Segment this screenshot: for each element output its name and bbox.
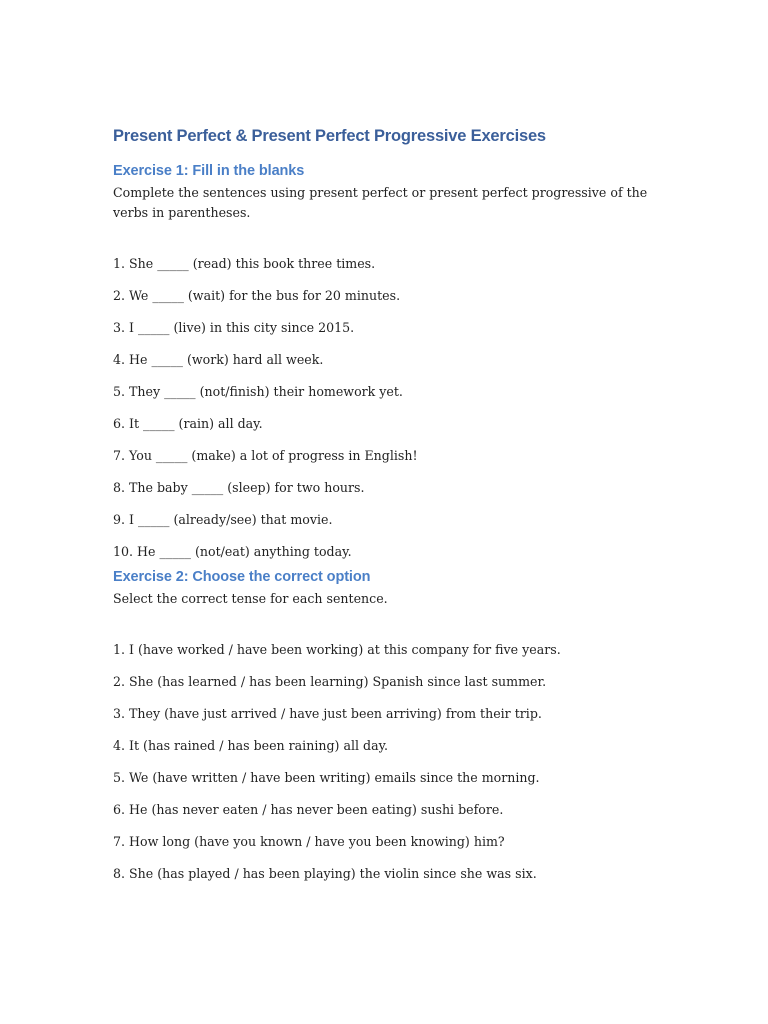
exercise-2-item: 5. We (have written / have been writing) emails since the morning. <box>113 770 540 785</box>
exercise-2-item: 6. He (has never eaten / has never been eating) sushi before. <box>113 802 504 817</box>
document-content <box>113 124 658 897</box>
exercise-2-item: 3. They (have just arrived / have just been arriving) from their trip. <box>113 706 542 721</box>
exercise-1-item: 7. You _____ (make) a lot of progress in English! <box>113 448 418 463</box>
document-title: Present Perfect & Present Perfect Progressive Exercises <box>113 127 546 145</box>
exercise-1-item: 10. He _____ (not/eat) anything today. <box>113 544 352 559</box>
exercise-1-list <box>113 255 658 575</box>
exercise-1-item: 3. I _____ (live) in this city since 2015. <box>113 320 355 335</box>
exercise-1-item: 5. They _____ (not/finish) their homework yet. <box>113 384 403 399</box>
exercise-1-instructions: Complete the sentences using present perfect or present perfect progressive of the verbs in parentheses. <box>113 185 648 220</box>
exercise-1-heading: Exercise 1: Fill in the blanks <box>113 163 305 179</box>
exercise-2-instructions: Select the correct tense for each sentence. <box>113 591 388 606</box>
exercise-1-item: 1. She _____ (read) this book three times. <box>113 256 376 271</box>
exercise-2-item: 2. She (has learned / has been learning) Spanish since last summer. <box>113 674 547 689</box>
exercise-2-item: 8. She (has played / has been playing) the violin since she was six. <box>113 866 537 881</box>
exercise-2-heading: Exercise 2: Choose the correct option <box>113 569 371 585</box>
exercise-2-item: 4. It (has rained / has been raining) all day. <box>113 738 389 753</box>
exercise-2-item: 7. How long (have you known / have you been knowing) him? <box>113 834 505 849</box>
exercise-2-list <box>113 641 658 897</box>
exercise-1-item: 8. The baby _____ (sleep) for two hours. <box>113 480 365 495</box>
exercise-1-item: 9. I _____ (already/see) that movie. <box>113 512 333 527</box>
exercise-1-item: 4. He _____ (work) hard all week. <box>113 352 324 367</box>
exercise-2-item: 1. I (have worked / have been working) at this company for five years. <box>113 642 561 657</box>
exercise-1-item: 2. We _____ (wait) for the bus for 20 minutes. <box>113 288 401 303</box>
exercise-1-item: 6. It _____ (rain) all day. <box>113 416 263 431</box>
